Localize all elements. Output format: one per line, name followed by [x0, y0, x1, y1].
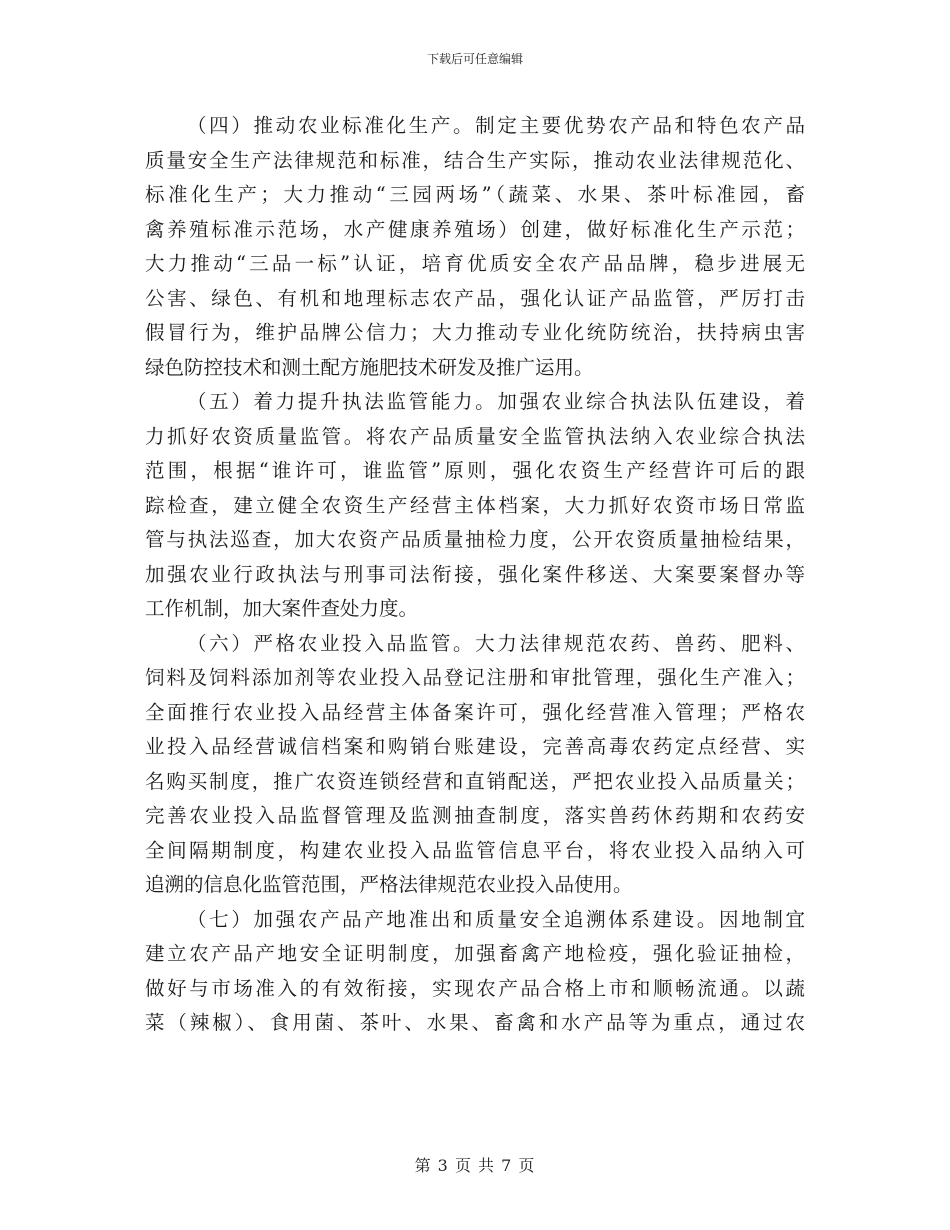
text-line: 管与执法巡查，加大农资产品质量抽检力度，公开农资质量抽检结果， [145, 528, 805, 551]
text-line: 加强农业行政执法与刑事司法衔接，强化案件移送、大案要案督办等 [145, 562, 805, 586]
text-line: 大力推动“三品一标”认证，培育优质安全农产品品牌，稳步进展无 [145, 252, 805, 275]
text-line: 名购买制度，推广农资连锁经营和直销配送，严把农业投入品质量关； [145, 769, 805, 793]
text-line: 质量安全生产法律规范和标准，结合生产实际，推动农业法律规范化、 [145, 148, 805, 172]
paragraph-5 [145, 385, 805, 627]
text-line: 饲料及饲料添加剂等农业投入品登记注册和审批管理，强化生产准入； [145, 666, 805, 689]
text-line: 公害、绿色、有机和地理标志农产品，强化认证产品监管，严厉打击 [145, 286, 805, 310]
text-line: 力抓好农资质量监管。将农产品质量安全监管执法纳入农业综合执法 [145, 424, 805, 448]
page-header: 下载后可任意编辑 [426, 52, 523, 66]
text-line: 范围，根据“谁许可，谁监管”原则，强化农资生产经营许可后的跟 [145, 459, 805, 482]
paragraph-7 [145, 903, 805, 1041]
text-line: 完善农业投入品监督管理及监测抽查制度，落实兽药休药期和农药安 [145, 804, 805, 827]
text-line: 做好与市场准入的有效衔接，实现农产品合格上市和顺畅流通。以蔬 [145, 976, 805, 1000]
text-line: 菜（辣椒）、食用菌、茶叶、水果、畜禽和水产品等为重点，通过农 [145, 1011, 805, 1034]
text-line: 业投入品经营诚信档案和购销台账建设，完善高毒农药定点经营、实 [145, 735, 805, 758]
text-line: 全面推行农业投入品经营主体备案许可，强化经营准入管理；严格农 [145, 700, 805, 724]
text-line: 追溯的信息化监管范围，严格法律规范农业投入品使用。 [145, 873, 633, 896]
text-line: （七）加强农产品产地准出和质量安全追溯体系建设。因地制宜 [187, 907, 805, 931]
page-number: 第 3 页 共 7 页 [414, 1156, 536, 1175]
text-line: 工作机制，加大案件查处力度。 [145, 597, 419, 620]
paragraph-4 [145, 109, 805, 385]
text-line: （六）严格农业投入品监管。大力法律规范农药、兽药、肥料、 [187, 631, 805, 655]
paragraph-6 [145, 627, 805, 903]
text-line: （五）着力提升执法监管能力。加强农业综合执法队伍建设，着 [187, 390, 805, 413]
text-line: 踪检查，建立健全农资生产经营主体档案，大力抓好农资市场日常监 [145, 493, 805, 517]
text-line: 假冒行为，维护品牌公信力；大力推动专业化统防统治，扶持病虫害 [145, 321, 805, 344]
text-line: 建立农产品产地安全证明制度，加强畜禽产地检疫，强化验证抽检， [145, 942, 805, 965]
text-line: 禽养殖标准示范场，水产健康养殖场）创建，做好标准化生产示范； [145, 217, 805, 241]
text-line: 全间隔期制度，构建农业投入品监管信息平台，将农业投入品纳入可 [145, 838, 805, 862]
text-line: 标准化生产；大力推动“三园两场”（蔬菜、水果、茶叶标准园，畜 [145, 183, 805, 206]
text-line: 绿色防控技术和测土配方施肥技术研发及推广运用。 [145, 355, 594, 379]
text-line: （四）推动农业标准化生产。制定主要优势农产品和特色农产品 [187, 114, 805, 137]
document-body [145, 109, 805, 1041]
